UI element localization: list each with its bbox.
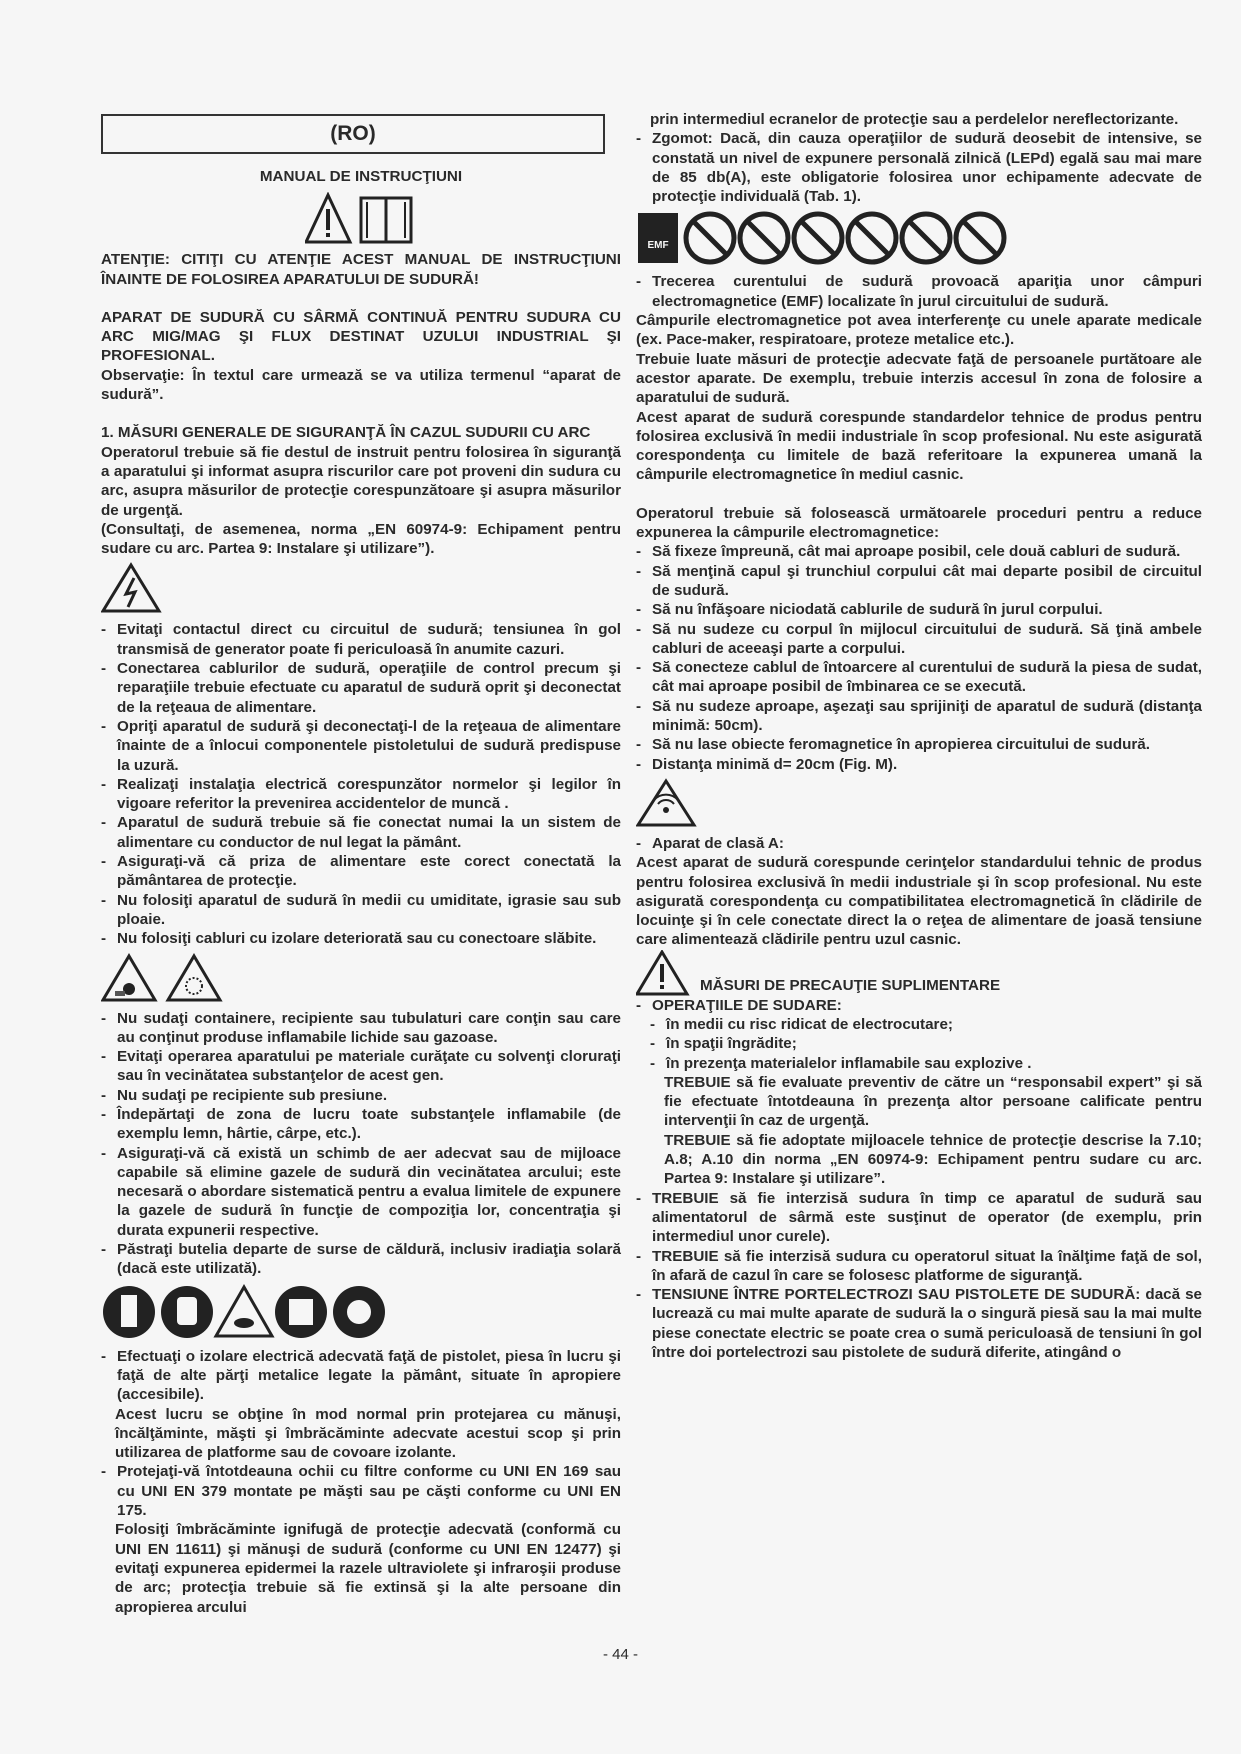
list-item [636,1285,1202,1362]
prohibition-heart-device-icon [740,214,788,262]
prohibition-phone-icon [956,214,1004,262]
list-item-text: Să conecteze cablul de întoarcere al curentului de sudură la piesa de sudat, cât mai aproape posibil de îmbinarea ce se execută. [652,659,1202,696]
list-dash: - [636,273,642,291]
electric-hazard-icon [103,565,159,611]
list-item [101,717,621,775]
list-item-text: Păstraţi butelia departe de surse de căldură, inclusiv iradiaţia solară (dacă este utilizată). [117,1241,621,1278]
welding-mask-icon [275,1286,327,1338]
list-dash: - [636,697,642,715]
warning-triangle-icon [636,950,690,996]
safety-icons-radio [636,778,1202,828]
list-dash: - [636,659,642,677]
indented-paragraph: TREBUIE să fie adoptate mijloacele tehnice de protecţie descrise la 7.10; A.8; A.10 din norma „EN 60974-9: Echipament pentru sudare cu arc. Partea 9: Instalare şi utilizare”. [664,1131,1202,1188]
paragraph: Acest aparat de sudură corespunde standardelor tehnice de produs pentru folosirea exclusivă în medii industriale în scop profesional. Nu este asigurată corespondenţa cu limitele de bază referitoare la expunerea umană la câmpurile electromagnetice în mediul casnic. [636,408,1202,484]
list-item [636,620,1202,659]
list-item [636,1034,1202,1053]
list-item-text: Efectuaţi o izolare electrică adecvată faţă de pistolet, piesa în lucru şi faţă de alte părţi metalice legate la pământ, situate în apropiere (accesibile). [117,1347,621,1404]
fire-hazard-icon [103,956,155,1000]
list-dash: - [101,1144,107,1162]
list-item [101,1047,621,1086]
list-item [636,1189,1202,1247]
list-item [636,600,1202,619]
list-item [636,755,1202,774]
manual-book-icon [361,198,411,242]
list-item [101,1105,621,1144]
list-item-text: în medii cu risc ridicat de electrocutare; [666,1015,953,1033]
list-item-text: Trecerea curentului de sudură provoacă apariţia unor câmpuri electromagnetice (EMF) localizate în jurul circuitului de sudură. [652,273,1202,310]
explosion-hazard-icon [168,956,220,1000]
emf-safe-icon [638,213,678,263]
list-dash: - [636,736,642,754]
list-dash: - [636,834,642,852]
list-dash: - [101,1241,107,1259]
list-dash: - [650,1015,656,1033]
list-item [101,1462,621,1520]
list-item-text: în prezenţa materialelor inflamabile sau explozive . [666,1054,1032,1072]
list-item-text: Aparatul de sudură trebuie să fie conectat numai la un sistem de alimentare cu conductor de nul legat la pământ. [117,814,621,851]
list-item [636,697,1202,736]
list-dash: - [650,1054,656,1072]
indented-paragraph: prin intermediul ecranelor de protecţie sau a perdelelor nereflectorizante. [650,111,1179,128]
list-dash: - [101,891,107,909]
left-column [101,108,621,1617]
paragraph: APARAT DE SUDURĂ CU SÂRMĂ CONTINUĂ PENTRU SUDURA CU ARC MIG/MAG ŞI FLUX DESTINAT UZULUI INDUSTRIAL ŞI PROFESIONAL. [101,308,621,365]
list-item-text: Zgomot: Dacă, din cauza operaţiilor de sudură deosebit de intensive, se constată un nivel de expunere personală zilnică (LEPd) egală sau mai mare de 85 db(A), este obligatorie folosirea unor echipamente adecvate de protecţie individuală (Tab. 1). [652,130,1202,206]
list-dash: - [636,755,642,773]
list-dash: - [636,620,642,638]
language-code: (RO) [330,122,376,146]
list-item [636,1247,1202,1286]
list-item [636,996,1202,1015]
list-item-text: TREBUIE să fie interzisă sudura în timp ce aparatul de sudură sau alimentatorul de sârmă este susţinut de operator (de exemplu, prin intermediul unor curele). [652,1189,1202,1246]
list-item [101,659,621,717]
left-body [101,250,621,1617]
list-dash: - [636,1189,642,1207]
list-item [636,658,1202,697]
list-dash: - [636,601,642,619]
list-dash: - [101,1086,107,1104]
section-heading-text: MĂSURI DE PRECAUŢIE SUPLIMENTARE [700,977,1001,995]
list-dash: - [636,996,642,1014]
list-item [636,735,1202,754]
prohibition-pacemaker-icon [686,214,734,262]
list-dash: - [101,1463,107,1481]
ear-protection-icon [333,1286,385,1338]
list-item-text: OPERAŢIILE DE SUDARE: [652,996,842,1014]
list-dash: - [101,775,107,793]
paragraph: Trebuie luate măsuri de protecţie adecvate faţă de persoanele purtătoare ale acestor aparate. De exemplu, trebuie interzis accesul în zona de folosire a aparatului de sudură. [636,350,1202,407]
language-header [101,114,605,154]
list-dash: - [101,853,107,871]
list-item-text: Nu sudaţi containere, recipiente sau tubulaturi care conţin sau care au conţinut produse inflamabile lichide sau gazoase. [117,1009,621,1046]
list-item-text: Asiguraţi-vă că există un schimb de aer adecvat sau de mijloace capabile să elimine gazele de sudură din vecinătatea arcului; este necesară o abordare sistematică pentru a evalua limitele de expunere la gazele de sudură în funcţie de compoziţia lor, concentraţia şi durata expunerii respective. [117,1144,621,1239]
list-item [636,129,1202,206]
paragraph: 1. MĂSURI GENERALE DE SIGURANŢĂ ÎN CAZUL SUDURII CU ARC [101,424,591,442]
warning-triangle-icon [306,195,350,242]
spacer [101,289,621,308]
prohibition-watch-icon [902,214,950,262]
spacer [636,485,1202,504]
paragraph: Operatorul trebuie să fie destul de instruit pentru folosirea în siguranţă a aparatului şi informat asupra riscurilor care pot proveni din sudura cu arc, asupra măsurilor de protecţie corespunzătoare şi asupra măsurilor de urgenţă. [101,443,621,519]
list-dash: - [101,1347,107,1365]
list-item-text: Asiguraţi-vă că priza de alimentare este corect conectată la pământarea de protecţie. [117,853,621,890]
gloves-icon [161,1286,213,1338]
list-item [101,852,621,891]
indented-paragraph: Folosiţi îmbrăcăminte ignifugă de protecţie adecvată (conformă cu UNI EN 11611) şi mănuşi de sudură (conforme cu UNI EN 12477) şi evitaţi expunerea epidermei la razele ultraviolete şi infraroşii produse de arc; protecţia trebuie să fie extinsă şi la alte persoane din apropierea arcului [115,1521,621,1616]
list-dash: - [636,1286,642,1304]
radio-interference-icon [638,781,694,825]
list-dash: - [101,1048,107,1066]
list-dash: - [101,814,107,832]
section-heading [636,950,1202,996]
list-dash: - [101,1105,107,1123]
warning-book-icons [101,192,621,246]
list-item [101,813,621,852]
list-item-text: Nu sudaţi pe recipiente sub presiune. [117,1086,388,1104]
list-item-text: TREBUIE să fie interzisă sudura cu operatorul situat la înălţime faţă de sol, în afară de cazul în care se folosesc platforme de siguranţă. [652,1247,1202,1284]
paragraph: Câmpurile electromagnetice pot avea interferenţe cu unele aparate medicale (ex. Pace-maker, respiratoare, proteze metalice etc.). [636,312,1202,349]
list-item-text: Să nu lase obiecte feromagnetice în apropierea circuitului de sudură. [652,736,1150,754]
list-item [101,1144,621,1240]
list-item-text: în spaţii îngrădite; [666,1035,797,1053]
list-item-text: TENSIUNE ÎNTRE PORTELECTROZI SAU PISTOLETE DE SUDURĂ: dacă se lucrează cu mai multe aparate de sudură la o singură piesă sau la mai multe piese conectate electric se poate crea o sumă periculoasă de tensiuni în gol între doi portelectrozi sau pistolete de sudură diferite, atingând o [652,1286,1202,1362]
list-item-text: Distanţa minimă d= 20cm (Fig. M). [652,755,898,773]
list-dash: - [636,543,642,561]
prohibition-implant-icon [794,214,842,262]
list-item-text: Să nu sudeze aproape, aşezaţi sau sprijiniţi de aparatul de sudură (distanţa minimă: 50cm). [652,697,1202,735]
right-body [636,110,1202,1362]
list-dash: - [101,930,107,948]
page-number: - 44 - [602,1646,638,1663]
list-item-text: Să menţină capul şi trunchiul corpului cât mai departe posibil de circuitul de sudură. [652,562,1202,599]
indented-paragraph: Acest lucru se obţine în mod normal prin protejarea cu mănuşi, încălţăminte, măşti şi îmbrăcăminte adecvate acestui scop şi prin utilizarea de platforme sau de covoare izolante. [115,1405,621,1462]
list-dash: - [636,130,642,148]
list-item-text: Protejaţi-vă întotdeauna ochii cu filtre conforme cu UNI EN 169 sau cu UNI EN 379 montate pe măşti sau pe căşti conforme cu UNI EN 175. [117,1463,621,1520]
list-item [636,834,1202,853]
list-item [101,1086,621,1105]
list-item [101,1347,621,1405]
list-item [636,562,1202,601]
protective-clothing-icon [103,1286,155,1338]
safety-icons-electric [101,562,621,614]
paragraph: Operatorul trebuie să folosească următoarele proceduri pentru a reduce expunerea la câmpurile electromagnetice: [636,504,1202,542]
safety-icons-emf [636,210,1202,266]
paragraph: Observaţie: În textul care urmează se va utiliza termenul “aparat de sudură”. [101,366,621,404]
list-item-text: Îndepărtaţi de zona de lucru toate substanţele inflamabile (de exemplu lemn, hârtie, cârpe, etc.). [117,1105,621,1143]
list-item-text: Aparat de clasă A: [652,834,784,852]
list-item [636,272,1202,311]
right-column [636,110,1202,1362]
list-item-text: Realizaţi instalaţia electrică corespunzător normelor şi legilor în vigoare referitor la prevenirea accidentelor de muncă . [117,775,621,813]
list-item-text: Opriţi aparatul de sudură şi deconectaţi-l de la reţeaua de alimentare înainte de a înlocui componentele pistoletului de sudură predispuse la uzură. [117,717,621,774]
list-item-text: Conectarea cablurilor de sudură, operaţiile de control precum şi reparaţiile trebuie efectuate cu aparatul de sudură oprit şi deconectat de la reţeaua de alimentare. [117,660,621,716]
safety-icons-fire [101,953,621,1003]
list-dash: - [650,1035,656,1053]
list-item [101,929,621,948]
list-dash: - [636,562,642,580]
list-item [636,1054,1202,1073]
list-item [101,1009,621,1048]
paragraph: Acest aparat de sudură corespunde cerinţelor standardului tehnic de produs pentru folosirea exclusivă în medii industriale şi în scop profesional. Nu este asigurată corespondenţa cu compatibilitatea electromagnetică în clădirile de locuinţe şi în cele conectate direct la o reţea de alimentare de joasă tensiune care alimentează clădirile pentru uzul casnic. [636,854,1202,949]
paragraph: (Consultaţi, de asemenea, norma „EN 60974-9: Echipament pentru sudare cu arc. Partea 9: Instalare şi utilizare”). [101,520,621,558]
list-item [101,891,621,930]
svg-text:EMF: EMF [647,240,669,252]
list-dash: - [101,660,107,678]
prohibition-metal-icon [848,214,896,262]
list-item-text: Să fixeze împreună, cât mai aproape posibil, cele două cabluri de sudură. [652,543,1181,561]
list-item-text: Să nu sudeze cu corpul în mijlocul circuitului de sudură. Să ţină ambele cabluri de aceeaşi parte a corpului. [652,620,1202,657]
fume-hazard-icon [216,1287,272,1336]
spacer [101,404,621,423]
paragraph: ATENŢIE: CITIŢI CU ATENŢIE ACEST MANUAL DE INSTRUCŢIUNI ÎNAINTE DE FOLOSIREA APARATULUI DE SUDURĂ! [101,251,621,288]
list-dash: - [101,621,107,639]
list-item [101,620,621,659]
list-dash: - [101,1009,107,1027]
safety-icons-ppe [101,1283,621,1341]
list-dash: - [636,1247,642,1265]
list-item-text: Evitaţi contactul direct cu circuitul de sudură; tensiunea în gol transmisă de generator poate fi periculoasă în anumite cazuri. [117,621,621,658]
list-item-text: Nu folosiţi cabluri cu izolare deteriorată sau cu conectoare slăbite. [117,930,597,948]
list-item-text: Să nu înfăşoare niciodată cablurile de sudură în jurul corpului. [652,601,1103,619]
list-item-text: Nu folosiţi aparatul de sudură în medii cu umiditate, igrasie sau sub ploaie. [117,891,621,928]
list-item [101,1240,621,1279]
manual-title: MANUAL DE INSTRUCŢIUNI [259,168,463,185]
list-item-text: Evitaţi operarea aparatului pe materiale curăţate cu solvenţi cloruraţi sau în vecinătatea substanţelor de acest gen. [117,1048,621,1085]
list-item [636,542,1202,561]
list-item [636,1015,1202,1034]
indented-paragraph: TREBUIE să fie evaluate preventiv de către un “responsabil expert” şi să fie efectuate întotdeauna în prezenţa altor persoane calificate pentru intervenţii în caz de urgenţă. [664,1073,1202,1130]
list-item [101,775,621,814]
list-dash: - [101,717,107,735]
